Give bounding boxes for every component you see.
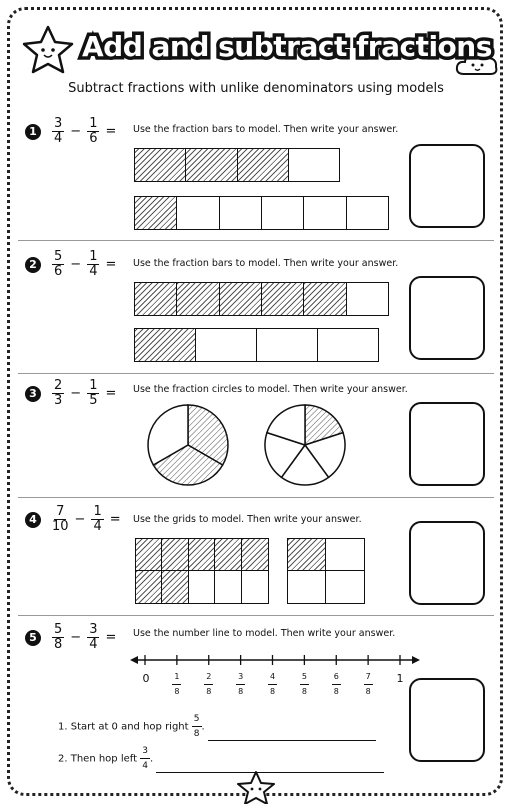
number-line (130, 650, 420, 672)
bar-part-shaded (304, 283, 346, 315)
fraction-bar (134, 328, 379, 362)
bar-part-shaded (220, 283, 262, 315)
problem-expression: 2 3 − $\frac{1}{5}$ = (54, 378, 117, 408)
grid-cell-shaded (288, 539, 326, 571)
fraction-grid (135, 538, 269, 604)
problem-number: 4 (25, 512, 41, 528)
bar-part-shaded (262, 283, 304, 315)
section-divider (18, 497, 494, 498)
problem-expression: 3 4 − $\frac{1}{6}$ = (54, 116, 117, 146)
bar-part-shaded (186, 149, 237, 181)
bar-part-shaded (177, 283, 219, 315)
problem-number: 3 (25, 386, 41, 402)
number-line-label: $\frac{1}{8}$ (174, 672, 180, 696)
section-divider (18, 615, 494, 616)
bar-part (304, 197, 346, 229)
star-mascot-icon (20, 24, 76, 76)
bar-part (262, 197, 304, 229)
answer-box[interactable] (409, 678, 485, 762)
grid-cell (215, 571, 241, 603)
answer-box[interactable] (409, 276, 485, 360)
fraction-circle (262, 402, 348, 488)
grid-cell-shaded (162, 571, 188, 603)
answer-box[interactable] (409, 402, 485, 486)
problem-number: 2 (25, 257, 41, 273)
grid-cell (326, 539, 364, 571)
bar-part (177, 197, 219, 229)
answer-box[interactable] (409, 521, 485, 605)
bar-part-shaded (238, 149, 289, 181)
bar-part-shaded (135, 149, 186, 181)
bar-part (289, 149, 339, 181)
number-line-label: $\frac{7}{8}$ (365, 672, 371, 696)
grid-cell-shaded (162, 539, 188, 571)
number-line-label-start: 0 (142, 672, 150, 685)
page-subtitle: Subtract fractions with unlike denominators using models (68, 81, 444, 96)
problem-number: 5 (25, 630, 41, 646)
grid-cell (326, 571, 364, 603)
bar-part-shaded (135, 329, 196, 361)
bar-part (347, 197, 388, 229)
bar-part (196, 329, 257, 361)
bar-part (347, 283, 388, 315)
problem-instruction: Use the fraction bars to model. Then write your answer. (133, 124, 399, 135)
grid-cell-shaded (136, 571, 162, 603)
fraction-circle (145, 402, 231, 488)
problem-instruction: Use the number line to model. Then write your answer. (133, 628, 396, 639)
fraction-bar (134, 196, 389, 230)
grid-cell-shaded (136, 539, 162, 571)
section-divider (18, 240, 494, 241)
grid-cell (189, 571, 215, 603)
number-line-label: $\frac{2}{8}$ (206, 672, 212, 696)
bar-part-shaded (135, 283, 177, 315)
grid-cell-shaded (215, 539, 241, 571)
instruction-step: 1. Start at 0 and hop right $\frac{5}{8}$ . (58, 712, 376, 741)
problem-number: 1 (25, 124, 41, 140)
page-title: Add and subtract fractions (82, 30, 492, 63)
section-divider (18, 373, 494, 374)
bar-part (257, 329, 318, 361)
number-line-label-end: 1 (396, 672, 404, 685)
problem-expression: 5 8 − $\frac{3}{4}$ = (54, 622, 117, 652)
grid-cell (242, 571, 268, 603)
number-line-label: $\frac{5}{8}$ (301, 672, 307, 696)
grid-cell-shaded (242, 539, 268, 571)
grid-cell (288, 571, 326, 603)
fraction-bar (134, 148, 340, 182)
problem-instruction: Use the fraction circles to model. Then write your answer. (133, 384, 408, 395)
problem-instruction: Use the fraction bars to model. Then write your answer. (133, 258, 399, 269)
problem-expression: 5 6 − $\frac{1}{4}$ = (54, 249, 117, 279)
instruction-step: 2. Then hop left $\frac{3}{4}$ . (58, 744, 384, 773)
problem-instruction: Use the grids to model. Then write your answer. (133, 514, 362, 525)
problem-expression: 7 10 − $\frac{1}{4}$ = (52, 504, 121, 534)
star-decoration-icon (232, 770, 280, 804)
grid-cell-shaded (189, 539, 215, 571)
bar-part (220, 197, 262, 229)
bar-part (318, 329, 378, 361)
fraction-grid (287, 538, 365, 604)
number-line-label: $\frac{6}{8}$ (333, 672, 339, 696)
bar-part-shaded (135, 197, 177, 229)
answer-box[interactable] (409, 144, 485, 228)
fraction-bar (134, 282, 389, 316)
number-line-label: $\frac{3}{8}$ (238, 672, 244, 696)
number-line-label: $\frac{4}{8}$ (269, 672, 276, 696)
